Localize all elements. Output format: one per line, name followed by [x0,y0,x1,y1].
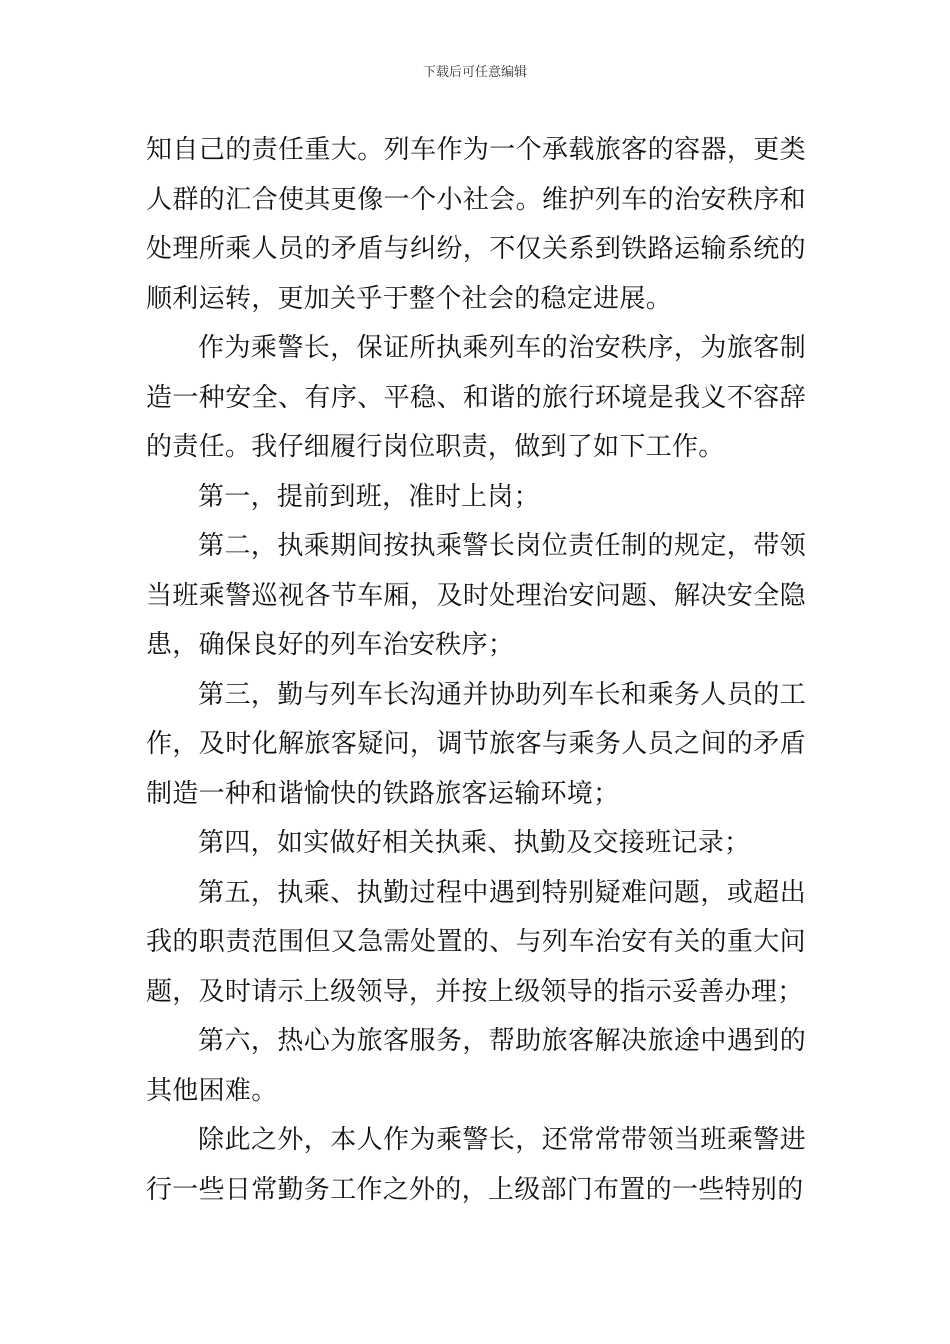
paragraph-item-3: 第三，勤与列车长沟通并协助列车长和乘务人员的工作，及时化解旅客疑问，调节旅客与乘务人员之间的矛盾制造一种和谐愉快的铁路旅客运输环境； [146,679,806,809]
paragraph-duty-statement: 作为乘警长，保证所执乘列车的治安秩序，为旅客制造一种安全、有序、平稳、和谐的旅行环境是我义不容辞的责任。我仔细履行岗位职责，做到了如下工作。 [146,333,806,462]
paragraph-item-5: 第五，执乘、执勤过程中遇到特别疑难问题，或超出我的职责范围但又急需处置的、与列车治安有关的重大问题，及时请示上级领导，并按上级领导的指示妥善办理； [146,877,806,1007]
page-header: 下载后可任意编辑 [422,65,527,80]
paragraph-item-1: 第一，提前到班，准时上岗； [198,481,540,512]
document-body [146,126,806,1215]
paragraph-additional-work: 除此之外，本人作为乘警长，还常常带领当班乘警进行一些日常勤务工作之外的，上级部门布置的一些特别的 [146,1125,806,1205]
paragraph-item-4: 第四，如实做好相关执乘、执勤及交接班记录； [198,828,751,858]
paragraph-continuation: 知自己的责任重大。列车作为一个承载旅客的容器，更类人群的汇合使其更像一个小社会。维护列车的治安秩序和处理所乘人员的矛盾与纠纷，不仅关系到铁路运输系统的顺利运转，更加关乎于整个社会的稳定进展。 [146,135,806,314]
paragraph-item-6: 第六，热心为旅客服务，帮助旅客解决旅途中遇到的其他困难。 [146,1026,806,1106]
paragraph-item-2: 第二，执乘期间按执乘警长岗位责任制的规定，带领当班乘警巡视各节车厢，及时处理治安问题、解决安全隐患，确保良好的列车治安秩序； [146,531,806,660]
